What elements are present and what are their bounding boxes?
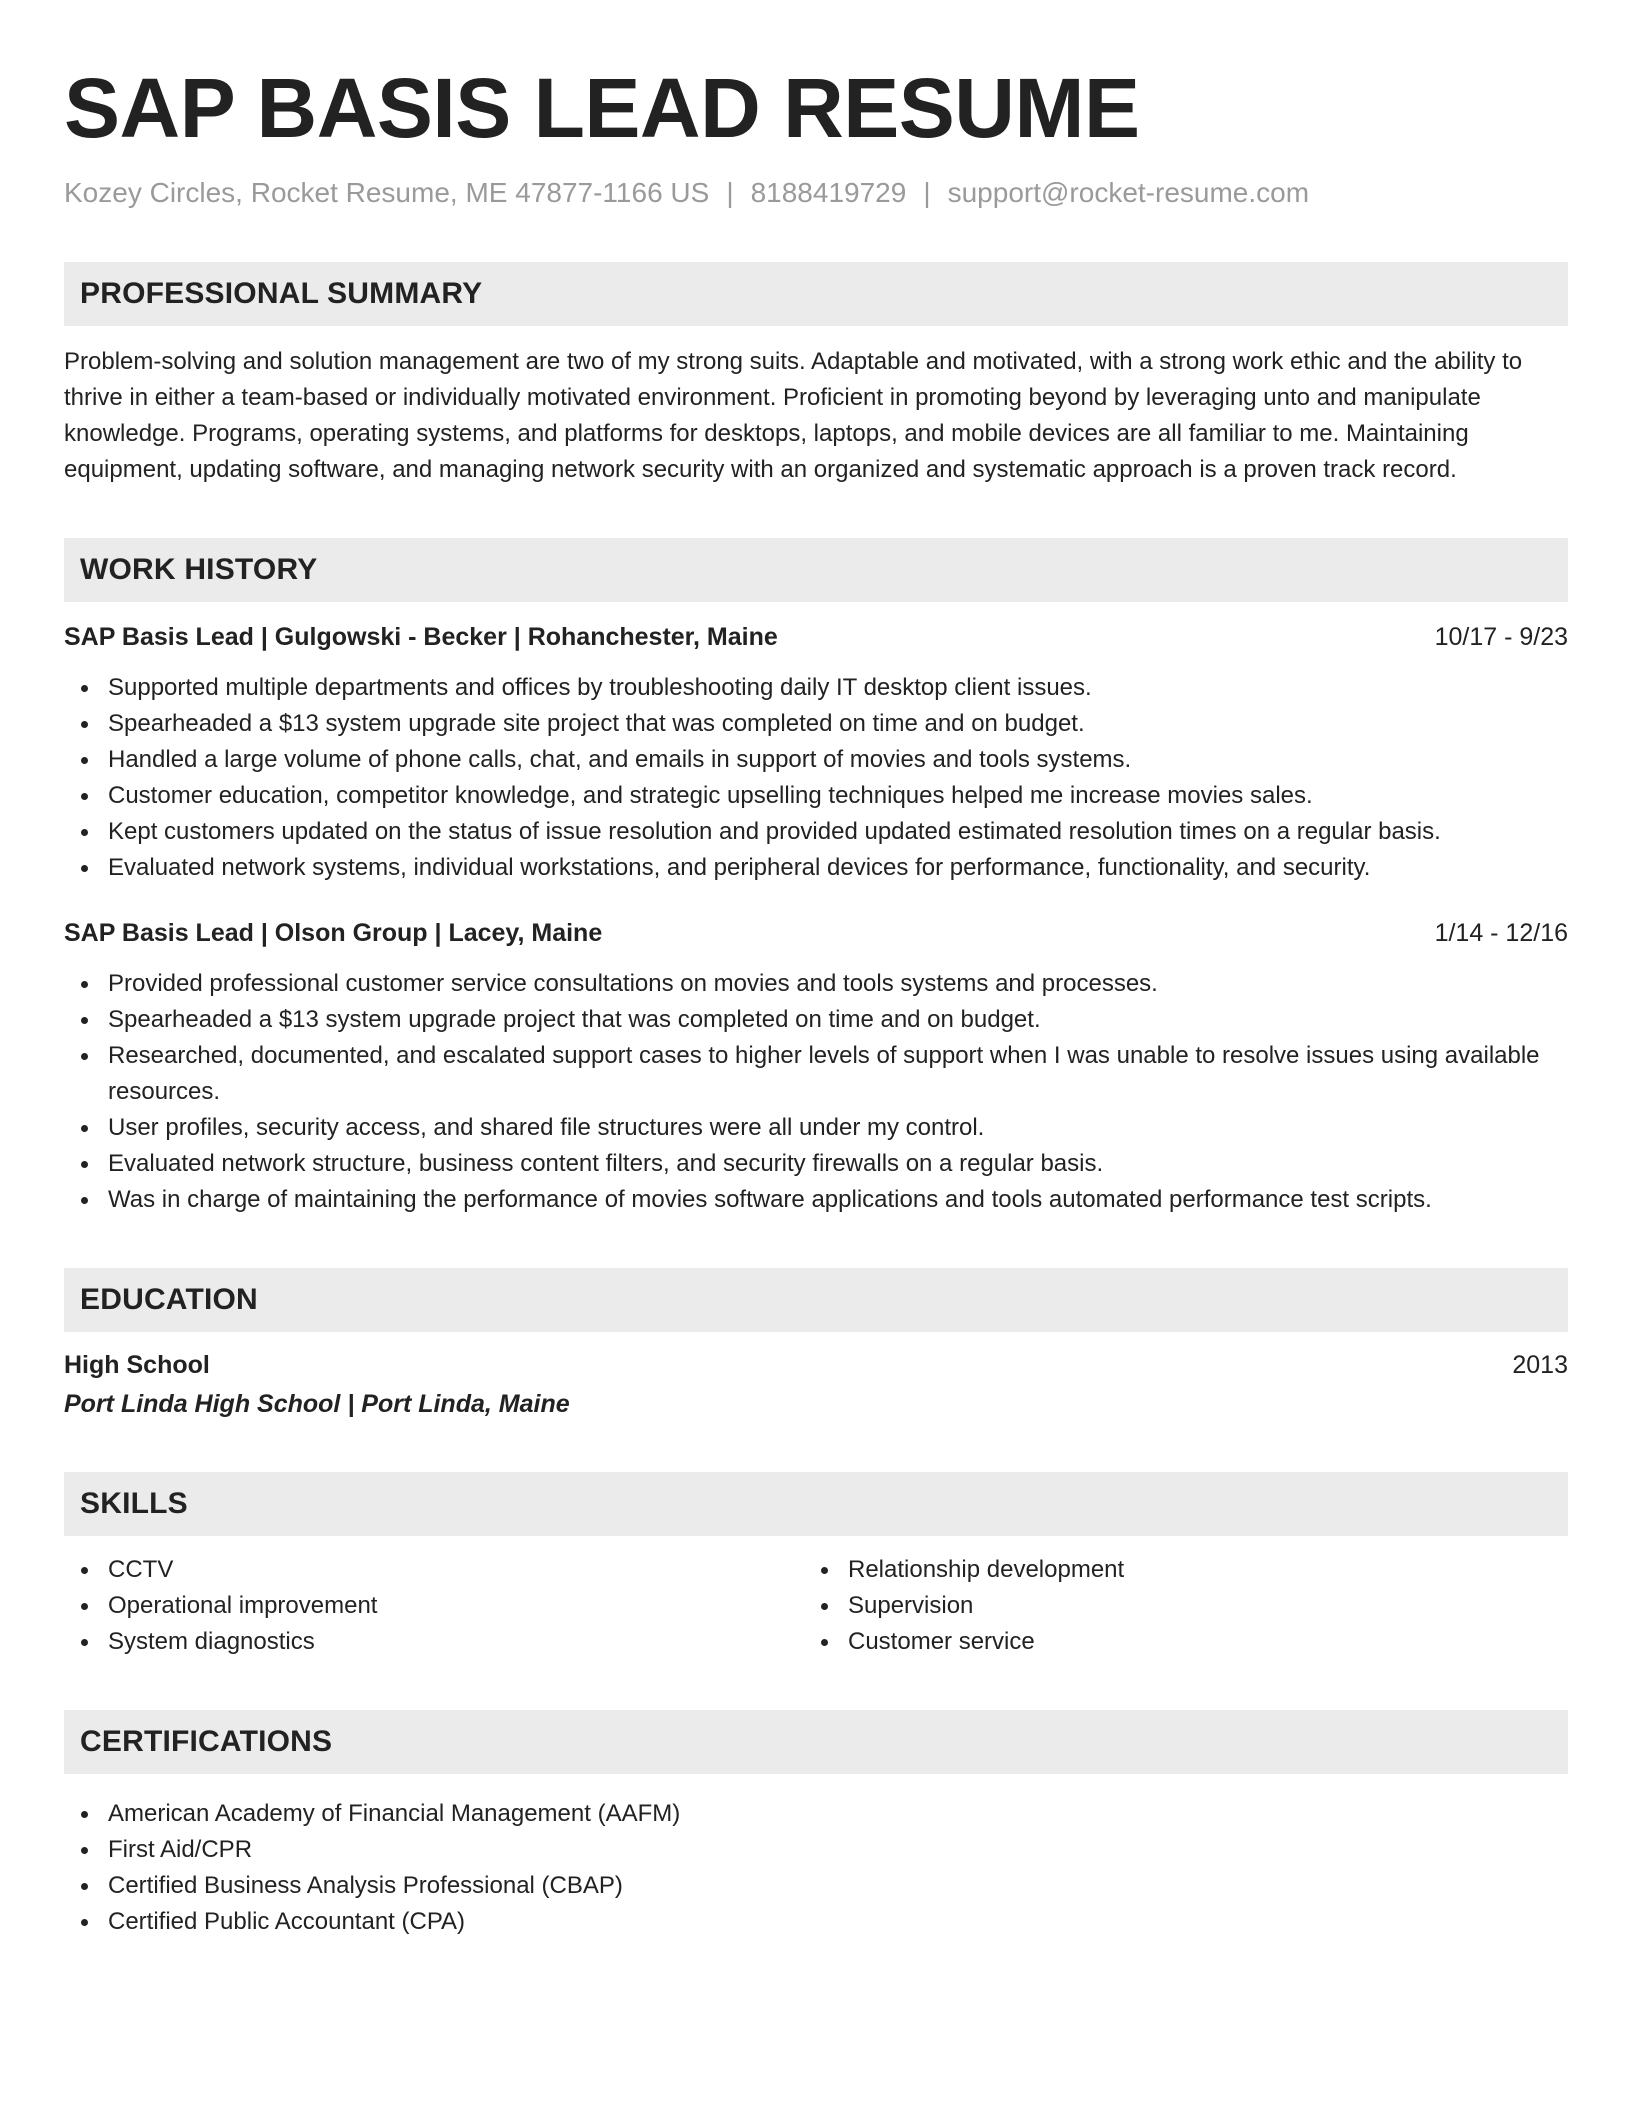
certifications-list	[64, 1796, 1568, 1940]
education-year: 2013	[1512, 1351, 1568, 1379]
skill-item: Customer service	[804, 1624, 1544, 1660]
list-item: Spearheaded a $13 system upgrade project that was completed on time and on budget.	[64, 1002, 1568, 1038]
skill-item: CCTV	[64, 1552, 804, 1588]
skills-list-left	[64, 1552, 804, 1660]
section-header	[64, 1268, 1568, 1332]
education-section	[64, 1268, 1568, 1422]
section-header	[64, 538, 1568, 602]
section-title: WORK HISTORY	[80, 553, 318, 586]
skill-item: Relationship development	[804, 1552, 1544, 1588]
job-dates: 10/17 - 9/23	[1434, 623, 1568, 651]
certification-item: Certified Public Accountant (CPA)	[64, 1904, 1568, 1940]
job-header	[64, 620, 1568, 654]
certifications-section	[64, 1710, 1568, 1940]
contact-line	[64, 176, 1568, 210]
section-header	[64, 1472, 1568, 1536]
education-header	[64, 1348, 1568, 1382]
section-title: EDUCATION	[80, 1283, 258, 1316]
job-dates: 1/14 - 12/16	[1434, 919, 1568, 947]
job-header	[64, 916, 1568, 950]
skills-section	[64, 1472, 1568, 1660]
summary-text: Problem-solving and solution management are two of my strong suits. Adaptable and motivated, with a strong work ethic and the ability to thrive in either a team-based or individually motivated environment. Proficient in promoting beyond by leveraging unto and manipulate knowledge. Programs, operating systems, and platforms for desktops, laptops, and mobile devices are all familiar to me. Maintaining equipment, updating software, and managing network security with an organized and systematic approach is a proven track record.	[64, 348, 1523, 483]
contact-address: Kozey Circles, Rocket Resume, ME 47877-1166 US	[64, 177, 710, 208]
section-header	[64, 262, 1568, 326]
list-item: Kept customers updated on the status of issue resolution and provided updated estimated resolution times on a regular basis.	[64, 814, 1568, 850]
resume-title: SAP BASIS LEAD RESUME	[64, 61, 1140, 155]
job-title: SAP Basis Lead | Olson Group | Lacey, Maine	[64, 919, 603, 947]
certification-item: First Aid/CPR	[64, 1832, 1568, 1868]
skill-item: System diagnostics	[64, 1624, 804, 1660]
summary-section	[64, 262, 1568, 488]
list-item: Handled a large volume of phone calls, chat, and emails in support of movies and tools systems.	[64, 742, 1568, 778]
job-entry	[64, 620, 1568, 886]
list-item: Spearheaded a $13 system upgrade site project that was completed on time and on budget.	[64, 706, 1568, 742]
job-bullets	[64, 670, 1568, 886]
section-header	[64, 1710, 1568, 1774]
job-bullets	[64, 966, 1568, 1218]
list-item: Provided professional customer service consultations on movies and tools systems and processes.	[64, 966, 1568, 1002]
education-degree: High School	[64, 1351, 210, 1379]
skill-item: Operational improvement	[64, 1588, 804, 1624]
certification-item: Certified Business Analysis Professional (CBAP)	[64, 1868, 1568, 1904]
section-title: SKILLS	[80, 1487, 188, 1520]
job-title: SAP Basis Lead | Gulgowski - Becker | Rohanchester, Maine	[64, 623, 778, 651]
skill-item: Supervision	[804, 1588, 1544, 1624]
list-item: Was in charge of maintaining the performance of movies software applications and tools automated performance test scripts.	[64, 1182, 1568, 1218]
contact-phone: 8188419729	[750, 177, 907, 208]
section-title: PROFESSIONAL SUMMARY	[80, 277, 483, 310]
list-item: Customer education, competitor knowledge, and strategic upselling techniques helped me increase movies sales.	[64, 778, 1568, 814]
education-school: Port Linda High School | Port Linda, Maine	[64, 1390, 570, 1418]
list-item: Evaluated network structure, business content filters, and security firewalls on a regular basis.	[64, 1146, 1568, 1182]
job-entry	[64, 916, 1568, 1218]
contact-separator: |	[726, 177, 734, 208]
section-title: CERTIFICATIONS	[80, 1725, 333, 1758]
skills-columns	[64, 1552, 1568, 1660]
certification-item: American Academy of Financial Management (AAFM)	[64, 1796, 1568, 1832]
list-item: Evaluated network systems, individual workstations, and peripheral devices for performance, functionality, and security.	[64, 850, 1568, 886]
list-item: Supported multiple departments and offices by troubleshooting daily IT desktop client issues.	[64, 670, 1568, 706]
list-item: User profiles, security access, and shared file structures were all under my control.	[64, 1110, 1568, 1146]
contact-email: support@rocket-resume.com	[947, 177, 1310, 208]
contact-separator: |	[923, 177, 931, 208]
skills-list-right	[804, 1552, 1544, 1660]
list-item: Researched, documented, and escalated support cases to higher levels of support when I was unable to resolve issues using available resources.	[64, 1038, 1568, 1110]
work-history-section	[64, 538, 1568, 1218]
education-entry	[64, 1348, 1568, 1422]
